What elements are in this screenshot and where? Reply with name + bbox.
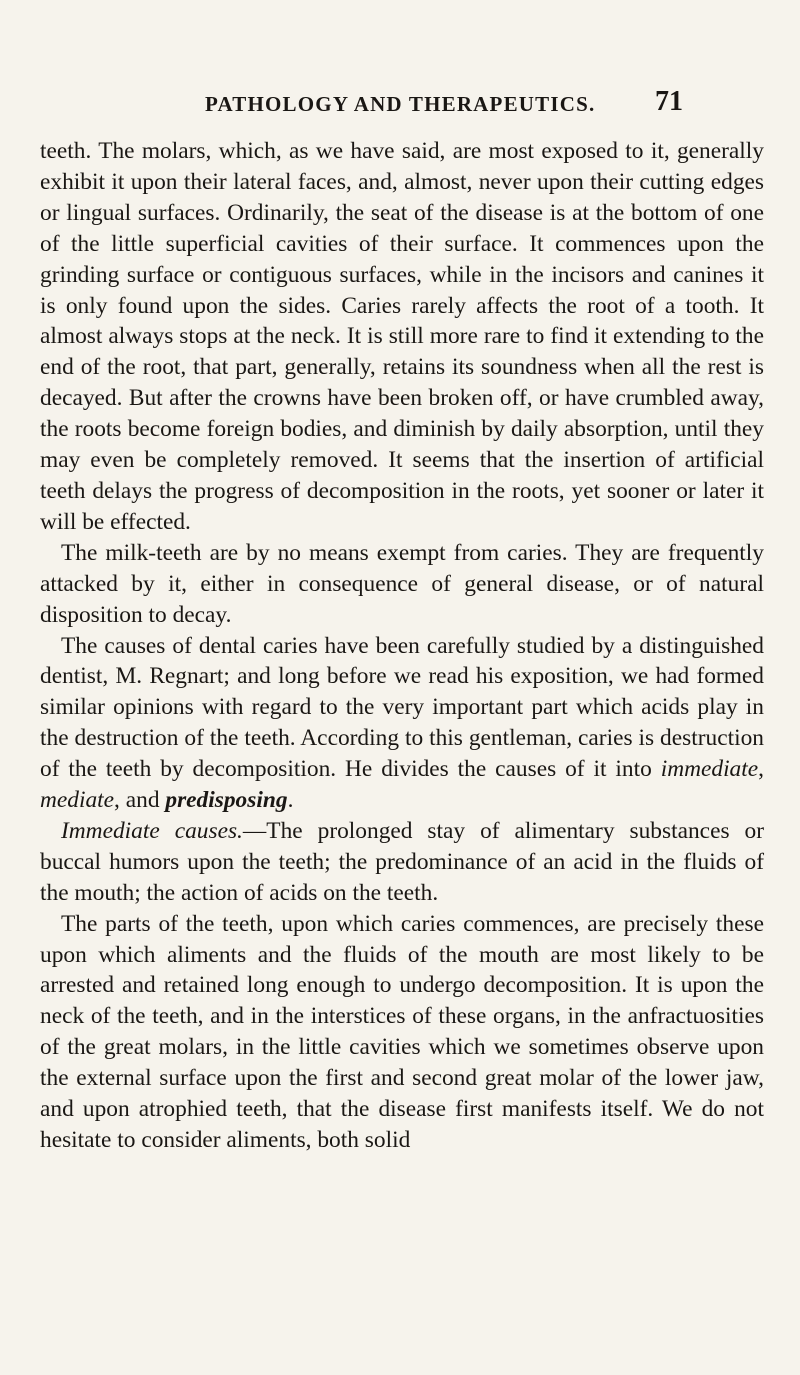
paragraph-3-end: . [287, 787, 294, 814]
paragraph-3-text: The causes of dental caries have been carefully studied by a distinguished dentist, M. Regnart; and long before we read his exposition, we had formed similar opinions with regard to the very important part which acids play in the destruction of the teeth. According to this gentleman, caries is destruction of the teeth by decomposition. He divides the causes of it into [40, 632, 764, 783]
paragraph-2-text: The milk-teeth are by no means exempt from caries. They are frequently attacked by it, either in consequence of general disease, or of natural disposition to decay. [40, 539, 764, 628]
paragraph-5 [40, 909, 764, 1156]
separator-1: , [758, 756, 764, 783]
section-lead-immediate-causes: Immediate causes. [61, 817, 243, 844]
separator-2: , and [114, 787, 166, 814]
running-head [0, 86, 800, 126]
page-number: 71 [655, 86, 683, 117]
paragraph-4-text: —The prolonged stay of alimentary substances or buccal humors upon the teeth; the predominance of an acid in the fluids of the mouth; the action of acids on the teeth. [40, 817, 765, 906]
paragraph-1 [40, 136, 764, 538]
paragraph-5-text: The parts of the teeth, upon which caries commences, are precisely these upon which aliments and the fluids of the mouth are most likely to be arrested and retained long enough to undergo decomposition. It is upon the neck of the teeth, and in the interstices of these organs, in the anfractuosities of the great molars, in the little cavities which we sometimes observe upon the external surface upon the first and second great molar of the lower jaw, and upon atrophied teeth, that the disease first manifests itself. We do not hesitate to consider aliments, both solid [40, 910, 764, 1153]
paragraph-4 [40, 816, 764, 909]
paragraph-3 [40, 631, 764, 816]
paragraph-2 [40, 538, 764, 631]
term-immediate: immediate [660, 756, 759, 783]
running-title: PATHOLOGY AND THERAPEUTICS. [205, 92, 596, 116]
term-predisposing: predisposing [165, 787, 288, 814]
term-mediate: mediate [40, 787, 115, 814]
body-text [40, 136, 764, 1156]
paragraph-1-text: teeth. The molars, which, as we have said, are most exposed to it, generally exhibit it upon their lateral faces, and, almost, never upon their cutting edges or lingual surfaces. Ordinarily, the seat of the disease is at the bottom of one of the little superficial cavities of their surface. It commences upon the grinding surface or contiguous surfaces, while in the incisors and canines it is only found upon the sides. Caries rarely affects the root of a tooth. It almost always stops at the neck. It is still more rare to find it extending to the end of the root, that part, generally, retains its soundness when all the rest is decayed. But after the crowns have been broken off, or have crumbled away, the roots become foreign bodies, and diminish by daily absorption, until they may even be completely removed. It seems that the insertion of artificial teeth delays the progress of decomposition in the roots, yet sooner or later it will be effected. [40, 138, 764, 535]
